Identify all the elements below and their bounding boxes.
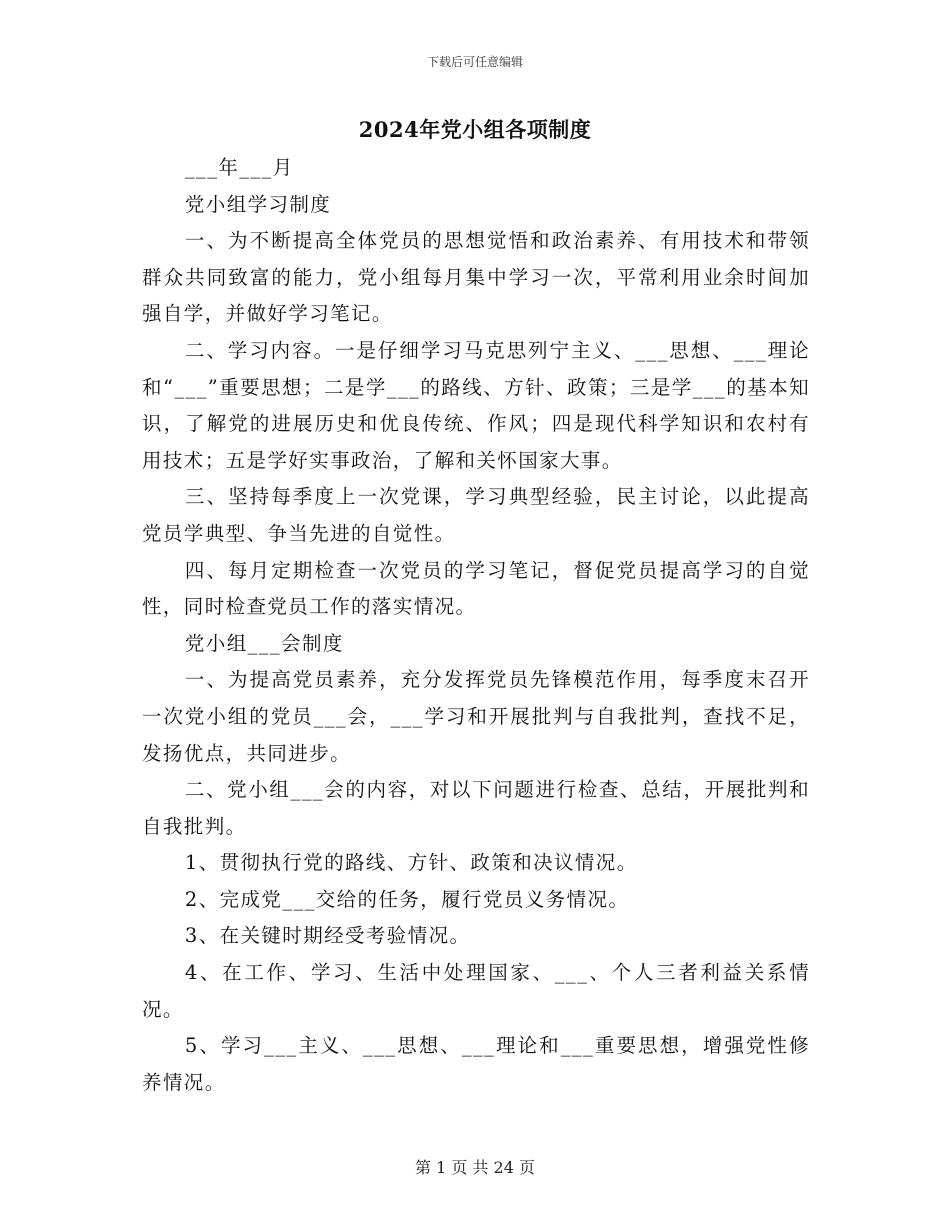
paragraph: 四、每月定期检查一次党员的学习笔记，督促党员提高学习的自觉性，同时检查党员工作的落实情况。 <box>142 558 810 619</box>
paragraph: 二、党小组___会的内容，对以下问题进行检查、总结，开展批判和自我批判。 <box>142 778 810 838</box>
document-title: 2024年党小组各项制度 <box>358 117 592 142</box>
list-item: 5、学习___主义、___思想、___理论和___重要思想，增强党性修养情况。 <box>142 1034 810 1094</box>
paragraph: 一、为不断提高全体党员的思想觉悟和政治素养、有用技术和带领群众共同致富的能力，党小组每月集中学习一次，平常利用业余时间加强自学，并做好学习笔记。 <box>142 229 810 326</box>
page-number: 第 1 页 共 24 页 <box>415 1158 535 1177</box>
list-item: 1、贯彻执行党的路线、方针、政策和决议情况。 <box>184 851 638 875</box>
section-heading: 党小组___会制度 <box>184 631 344 655</box>
document-body <box>142 150 810 1101</box>
paragraph: 二、学习内容。一是仔细学习马克思列宁主义、___思想、___理论和“___”重要思想；二是学___的路线、方针、政策；三是学___的基本知识，了解党的进展历史和优良传统、作风；四是现代科学知识和农村有用技术；五是学好实事政治，了解和关怀国家大事。 <box>142 338 810 472</box>
list-item: 4、在工作、学习、生活中处理国家、___、个人三者利益关系情况。 <box>142 961 810 1021</box>
header-note: 下载后可任意编辑 <box>426 55 523 69</box>
paragraph: 一、为提高党员素养，充分发挥党员先锋模范作用，每季度末召开一次党小组的党员___会，___学习和开展批判与自我批判，查找不足，发扬优点，共同进步。 <box>142 668 810 765</box>
section-heading: 党小组学习制度 <box>184 192 332 216</box>
date-line: ___年___月 <box>184 156 294 179</box>
list-item: 2、完成党___交给的任务，履行党员义务情况。 <box>184 887 630 911</box>
paragraph: 三、坚持每季度上一次党课，学习典型经验，民主讨论，以此提高党员学典型、争当先进的自觉性。 <box>142 485 810 545</box>
list-item: 3、在关键时期经受考验情况。 <box>184 924 471 948</box>
